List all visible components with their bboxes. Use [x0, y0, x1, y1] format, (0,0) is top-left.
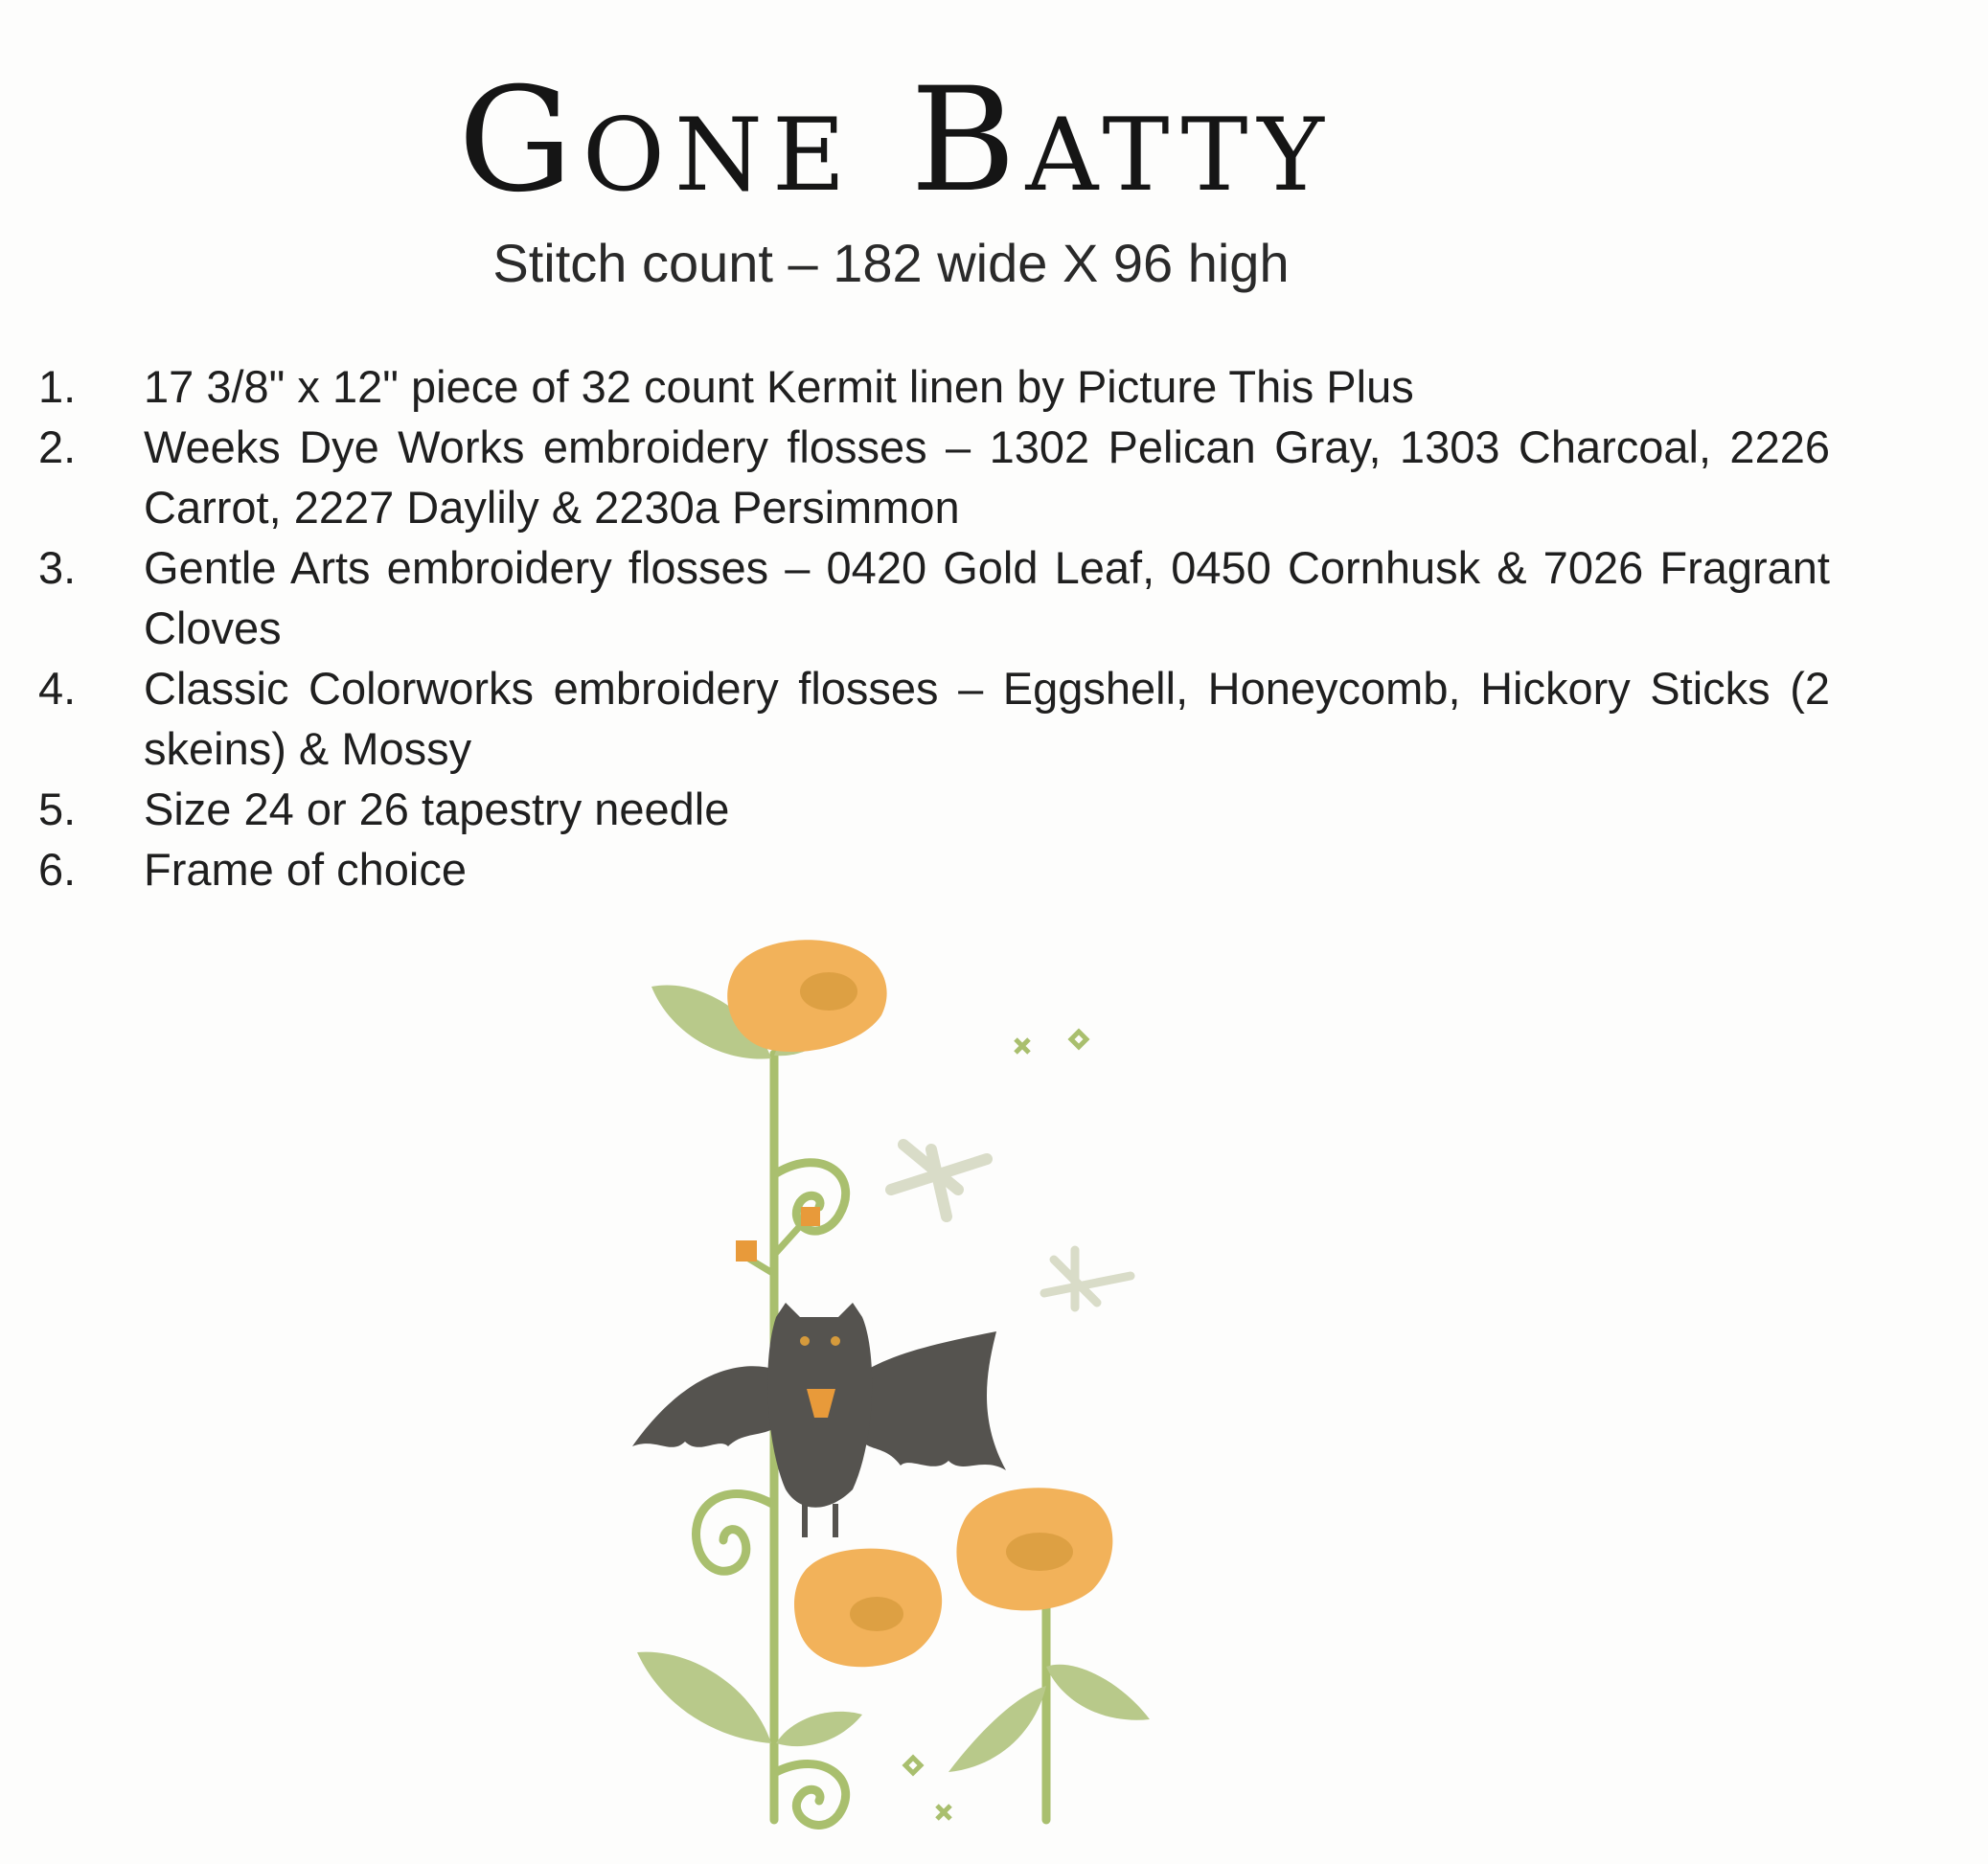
list-item: [38, 417, 1830, 537]
bat-right-wing: [862, 1331, 1006, 1470]
star-large: [891, 1145, 987, 1216]
flower-right: [956, 1488, 1112, 1610]
page-title: Gone Batty: [458, 57, 1334, 224]
star-small: [1044, 1250, 1131, 1307]
list-number: 6.: [38, 844, 77, 895]
berry-right: [801, 1207, 820, 1226]
list-item: [38, 779, 1830, 839]
list-number: 1.: [38, 361, 77, 412]
list-text: Weeks Dye Works embroidery flosses – 1302 Pelican Gray, 1303 Charcoal, 2226 Carrot, 2227 Daylily & 2230a Persimmon: [144, 421, 1830, 533]
list-item: [38, 356, 1830, 417]
list-number: 3.: [38, 542, 77, 593]
bat-eye-right: [831, 1336, 840, 1346]
bat-eye-left: [800, 1336, 810, 1346]
flower-middle: [794, 1549, 942, 1668]
list-number: 5.: [38, 784, 77, 834]
bat-icon: [632, 1303, 1006, 1537]
bat-legs: [805, 1504, 835, 1537]
list-text: Classic Colorworks embroidery flosses – Eggshell, Honeycomb, Hickory Sticks (2 skeins) & Mossy: [144, 663, 1830, 774]
list-text: 17 3/8" x 12" piece of 32 count Kermit linen by Picture This Plus: [144, 361, 1414, 412]
swirl-lower-left: [697, 1494, 772, 1572]
leaf-right-stem-left: [948, 1686, 1046, 1772]
cross-stitch-artwork: [632, 939, 1169, 1830]
list-item: [38, 658, 1830, 779]
list-number: 4.: [38, 663, 77, 714]
stitch-count: Stitch count – 182 wide X 96 high: [492, 233, 1290, 293]
list-text: Gentle Arts embroidery flosses – 0420 Gold Leaf, 0450 Cornhusk & 7026 Fragrant Cloves: [144, 542, 1830, 653]
list-text: Frame of choice: [144, 844, 467, 895]
leaf-lower-right: [776, 1712, 862, 1746]
supply-list: [38, 356, 1830, 899]
list-item: [38, 839, 1830, 899]
flower-top: [727, 940, 886, 1052]
bat-left-wing: [632, 1366, 776, 1447]
list-item: [38, 537, 1830, 658]
list-text: Size 24 or 26 tapestry needle: [144, 784, 730, 834]
berry-left: [736, 1240, 757, 1262]
list-number: 2.: [38, 421, 77, 472]
leaf-right-stem-right: [1046, 1665, 1150, 1720]
swirl-bottom: [776, 1764, 846, 1826]
leaf-lower-left: [637, 1652, 771, 1743]
